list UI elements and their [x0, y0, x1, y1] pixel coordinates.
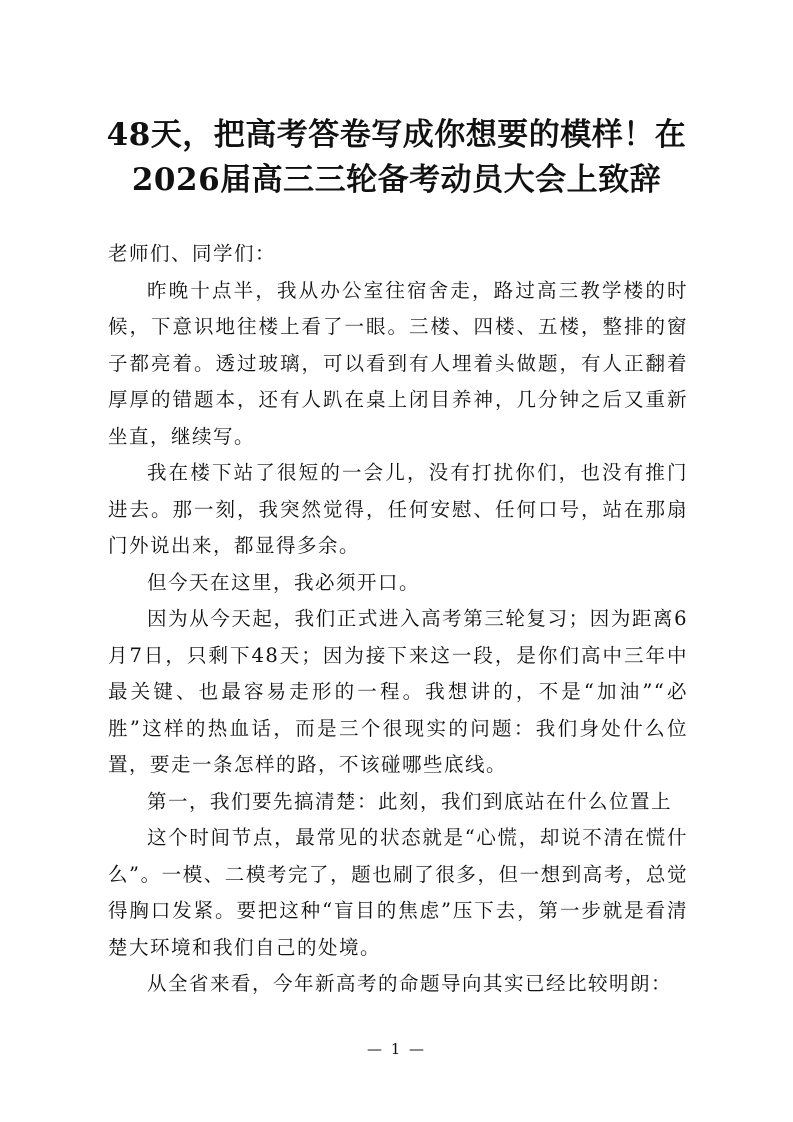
paragraph: 从全省来看，今年新高考的命题导向其实已经比较明朗： — [147, 972, 673, 995]
document-title-line-1: 48天，把高考答卷写成你想要的模样！在 — [106, 117, 687, 153]
paragraph: 这个时间节点，最常见的状态就是“心慌，却说不清在慌什么”。一模、二模考完了，题也刷了很多，但一想到高考，总觉得胸口发紧。要把这种“盲目的焦虑”压下去，第一步就是看清楚大环境和我们自己的处境。 — [108, 826, 688, 959]
paragraph: 昨晚十点半，我从办公室往宿舍走，路过高三教学楼的时候，下意识地往楼上看了一眼。三楼、四楼、五楼，整排的窗子都亮着。透过玻璃，可以看到有人埋着头做题，有人正翻着厚厚的错题本，还有人趴在桌上闭目养神，几分钟之后又重新坐直，继续写。 — [108, 278, 688, 448]
paragraph: 但今天在这里，我必须开口。 — [147, 570, 421, 594]
section-heading: 第一，我们要先搞清楚：此刻，我们到底站在什么位置上 — [147, 789, 673, 813]
paragraph: 我在楼下站了很短的一会儿，没有打扰你们，也没有推门进去。那一刻，我突然觉得，任何安慰、任何口号，站在那扇门外说出来，都显得多余。 — [108, 461, 688, 557]
page-number: — 1 — — [366, 1040, 427, 1058]
paragraph: 因为从今天起，我们正式进入高考第三轮复习；因为距离6月7日，只剩下48天；因为接下来这一段，是你们高中三年中最关键、也最容易走形的一程。我想讲的，不是“加油”“必胜”这样的热血话，而是三个很现实的问题：我们身处什么位置，要走一条怎样的路，不该碰哪些底线。 — [108, 607, 688, 776]
document-title-line-2: 2026届高三三轮备考动员大会上致辞 — [131, 162, 662, 198]
document-body — [108, 236, 688, 1003]
salutation: 老师们、同学们： — [108, 242, 277, 265]
